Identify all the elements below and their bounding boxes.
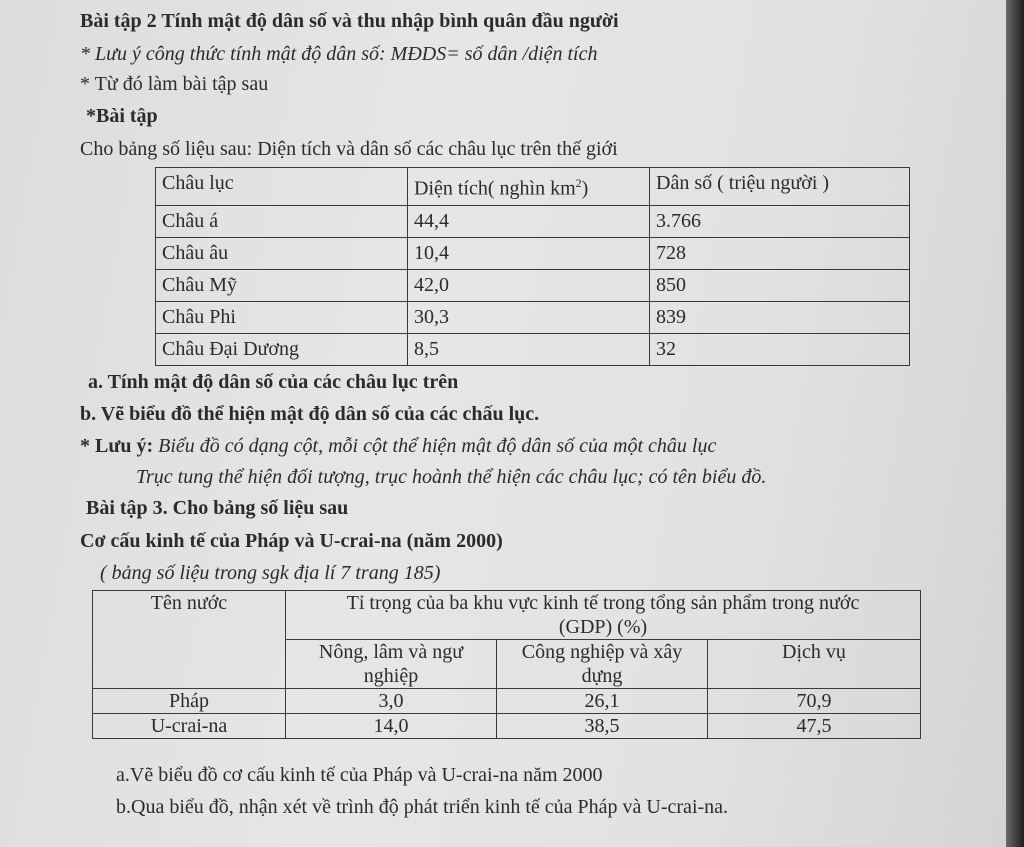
cell-population: 32 — [650, 333, 910, 365]
cell-population: 850 — [650, 269, 910, 301]
chart-note — [80, 435, 716, 458]
header-industry-line1: Công nghiệp và xây — [521, 641, 683, 663]
header-area-superscript: 2 — [575, 176, 582, 190]
table-row — [93, 689, 921, 714]
cell-area: 42,0 — [408, 269, 650, 301]
chart-note-axes: Trục tung thể hiện đối tượng, trục hoành thể hiện các châu lục; có tên biểu đồ. — [136, 466, 767, 488]
chart-note-label: * Lưu ý: — [80, 435, 154, 457]
exercise-2-title: Bài tập 2 Tính mật độ dân số và thu nhập bình quân đầu người — [80, 10, 619, 32]
header-continent: Châu lục — [156, 168, 408, 206]
question-3b: b.Qua biểu đồ, nhận xét về trình độ phát triển kinh tế của Pháp và U-crai-na. — [116, 796, 729, 818]
cell-services: 47,5 — [708, 714, 921, 739]
page-edge-shadow — [1006, 0, 1024, 847]
cell-continent: Châu Phi — [156, 301, 408, 333]
question-2a: a. Tính mật độ dân số của các châu lục trên — [88, 371, 459, 393]
formula-note: * Lưu ý công thức tính mật độ dân số: MĐDS= số dân /diện tích — [80, 43, 598, 65]
table-row — [156, 269, 910, 301]
continents-table — [155, 167, 910, 366]
table-intro: Cho bảng số liệu sau: Diện tích và dân số các châu lục trên thế giới — [80, 138, 618, 160]
cell-country: U-crai-na — [93, 714, 286, 739]
chart-note-text: Biểu đồ có dạng cột, mỗi cột thể hiện mật độ dân số của một châu lục — [158, 435, 717, 457]
economy-table — [92, 590, 921, 739]
cell-continent: Châu Mỹ — [156, 269, 408, 301]
cell-country: Pháp — [93, 689, 286, 714]
cell-continent: Châu âu — [156, 237, 408, 269]
header-gdp-share — [286, 591, 921, 640]
table-row — [156, 237, 910, 269]
cell-agriculture: 3,0 — [286, 689, 497, 714]
header-gdp-line1: Tỉ trọng của ba khu vực kinh tế trong tổng sản phẩm trong nước — [346, 592, 860, 614]
cell-area: 10,4 — [408, 237, 650, 269]
table-header-row — [156, 168, 910, 206]
cell-area: 44,4 — [408, 205, 650, 237]
question-3a: a.Vẽ biểu đồ cơ cấu kinh tế của Pháp và U-crai-na năm 2000 — [116, 764, 603, 786]
cell-continent: Châu Đại Dương — [156, 333, 408, 365]
cell-industry: 26,1 — [497, 689, 708, 714]
cell-agriculture: 14,0 — [286, 714, 497, 739]
header-agriculture-line1: Nông, lâm và ngư — [318, 641, 464, 663]
table-row — [156, 301, 910, 333]
header-area-text: Diện tích( nghìn km — [414, 177, 576, 200]
exercise-3-subtitle: Cơ cấu kinh tế của Pháp và U-crai-na (năm 2000) — [80, 530, 503, 552]
header-industry-line2: dựng — [581, 665, 623, 687]
cell-services: 70,9 — [708, 689, 921, 714]
table-row — [156, 333, 910, 365]
header-agriculture-line2: nghiệp — [363, 665, 419, 687]
header-industry — [497, 640, 708, 689]
header-services: Dịch vụ — [708, 640, 921, 689]
question-2b: b. Vẽ biểu đồ thể hiện mật độ dân số của các chấu lục. — [80, 403, 540, 425]
cell-population: 839 — [650, 301, 910, 333]
header-area-close: ) — [581, 177, 589, 200]
header-country: Tên nước — [93, 591, 286, 689]
table-header-row — [93, 591, 921, 640]
apply-note: * Từ đó làm bài tập sau — [80, 73, 269, 95]
exercise-3-source: ( bảng số liệu trong sgk địa lí 7 trang 185) — [100, 562, 441, 584]
exercise-3-title: Bài tập 3. Cho bảng số liệu sau — [86, 497, 349, 519]
header-population: Dân số ( triệu người ) — [650, 168, 910, 206]
cell-continent: Châu á — [156, 205, 408, 237]
cell-industry: 38,5 — [497, 714, 708, 739]
header-agriculture — [286, 640, 497, 689]
table-row — [156, 205, 910, 237]
cell-population: 728 — [650, 237, 910, 269]
cell-area: 30,3 — [408, 301, 650, 333]
header-area — [408, 168, 650, 206]
cell-population: 3.766 — [650, 205, 910, 237]
exercise-heading: *Bài tập — [86, 105, 158, 127]
header-gdp-line2: (GDP) (%) — [558, 616, 648, 638]
cell-area: 8,5 — [408, 333, 650, 365]
table-row — [93, 714, 921, 739]
